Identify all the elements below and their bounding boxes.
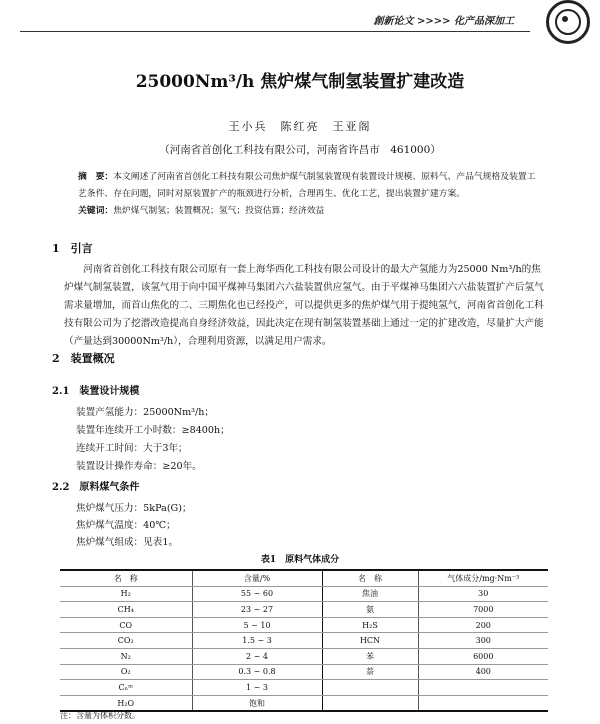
- keywords: [78, 203, 538, 216]
- section-2-1-heading: 2.1 装置设计规模: [52, 386, 140, 397]
- table-header-row: [60, 570, 548, 586]
- spec-line: 焦炉煤气压力：5kPa(G)；: [76, 503, 192, 514]
- table-cell: 2 ~ 4: [192, 648, 322, 664]
- spec-line: 焦炉煤气组成：见表1。: [76, 537, 179, 548]
- table-cell: Cₙᵐ: [60, 680, 192, 696]
- table-cell: 1 ~ 3: [192, 680, 322, 696]
- table-cell: CO: [60, 617, 192, 633]
- table-row: [60, 602, 548, 618]
- table-cell: 6000: [418, 648, 548, 664]
- table-cell: 焦油: [322, 586, 418, 602]
- table-cell: 200: [418, 617, 548, 633]
- table-row: [60, 664, 548, 680]
- abstract: [78, 169, 538, 203]
- table-cell: 0.3 ~ 0.8: [192, 664, 322, 680]
- table-cell: 5 ~ 10: [192, 617, 322, 633]
- spec-line: 装置设计操作寿命：≥20年。: [76, 461, 202, 472]
- article-title: 25000Nm³/h 焦炉煤气制氢装置扩建改造: [135, 72, 465, 92]
- table-cell: 萘: [322, 664, 418, 680]
- spec-line: 连续开工时间：大于3年；: [76, 443, 188, 454]
- journal-logo-icon: [546, 0, 590, 44]
- table-cell: O₂: [60, 664, 192, 680]
- header-cell: 名 称: [60, 570, 192, 586]
- table-cell: H₂O: [60, 695, 192, 711]
- table-cell: 氨: [322, 602, 418, 618]
- table-cell: H₂S: [322, 617, 418, 633]
- table-caption: 表1 原料气体成分: [260, 555, 340, 565]
- article-authors: 王小兵 陈红亮 王亚阁: [228, 120, 372, 133]
- header-cell: 气体成分/mg·Nm⁻³: [418, 570, 548, 586]
- table-cell: [418, 695, 548, 711]
- header-rule: [20, 31, 530, 32]
- header-cell: 名 称: [322, 570, 418, 586]
- abstract-label: 摘 要：: [78, 172, 114, 182]
- composition-table: [60, 569, 548, 712]
- keywords-label: 关键词：: [78, 206, 114, 216]
- spec-line: 焦炉煤气温度：40℃；: [76, 520, 176, 531]
- table-cell: [322, 680, 418, 696]
- table-note: 注：含量为体积分数。: [60, 711, 140, 720]
- spec-line: 装置产氢能力：25000Nm³/h；: [76, 407, 215, 418]
- table-cell: [418, 680, 548, 696]
- table-cell: H₂: [60, 586, 192, 602]
- section-2-2-heading: 2.2 原料煤气条件: [52, 482, 140, 493]
- table-cell: 30: [418, 586, 548, 602]
- section-2-heading: 2 装置概况: [52, 352, 115, 365]
- table-row: [60, 586, 548, 602]
- table-cell: 1.5 ~ 3: [192, 633, 322, 649]
- table-row: [60, 680, 548, 696]
- table-cell: 苯: [322, 648, 418, 664]
- header-cell: 含量/%: [192, 570, 322, 586]
- table-cell: HCN: [322, 633, 418, 649]
- keywords-text: 焦炉煤气制氢；装置概况；氢气；投资估算；经济效益: [113, 206, 325, 216]
- table-row: [60, 648, 548, 664]
- table-cell: [322, 695, 418, 711]
- table-cell: 400: [418, 664, 548, 680]
- table-cell: CH₄: [60, 602, 192, 618]
- table-cell: 55 ~ 60: [192, 586, 322, 602]
- intro-paragraph: 河南省首创化工科技有限公司原有一套上海华西化工科技有限公司设计的最大产氢能力为25000 Nm³/h的焦炉煤气制氢装置，该氢气用于向中国平煤神马集团六六盐装置供应氢气。由于平煤神马集团六六盐装置扩产后氢气需求量增加，而首山焦化的二、三期焦化也已经投产，可以提供更多的焦炉煤气用于提纯氢气，河南省首创化工科技有限公司为了挖潜改造提高自身经济效益，因此决定在现有制氢装置基础上通过一定的扩建改造，尽量扩大产能（产量达到30000Nm³/h），合理利用资源，以满足用户需求。: [64, 264, 544, 347]
- table-cell: 300: [418, 633, 548, 649]
- article-affiliation: （河南省首创化工科技有限公司，河南省许昌市 461000）: [159, 144, 441, 156]
- spec-line: 装置年连续开工小时数：≥8400h；: [76, 425, 230, 436]
- table-cell: 7000: [418, 602, 548, 618]
- table-row: [60, 617, 548, 633]
- table-cell: 23 ~ 27: [192, 602, 322, 618]
- table-row: [60, 695, 548, 711]
- section-1-heading: 1 引言: [52, 242, 93, 255]
- table-row: [60, 633, 548, 649]
- journal-header: 創新论文 >>>> 化产品深加工: [373, 16, 514, 27]
- table-cell: CO₂: [60, 633, 192, 649]
- abstract-text: 本文阐述了河南省首创化工科技有限公司焦炉煤气制氢装置现有装置设计规模、原料气、产品气规格及装置工艺条件、存在问题，同时对原装置扩产的瓶颈进行分析，合理再生、优化工艺，提出装置扩建方案。: [78, 172, 536, 199]
- table-cell: N₂: [60, 648, 192, 664]
- table-cell: 饱和: [192, 695, 322, 711]
